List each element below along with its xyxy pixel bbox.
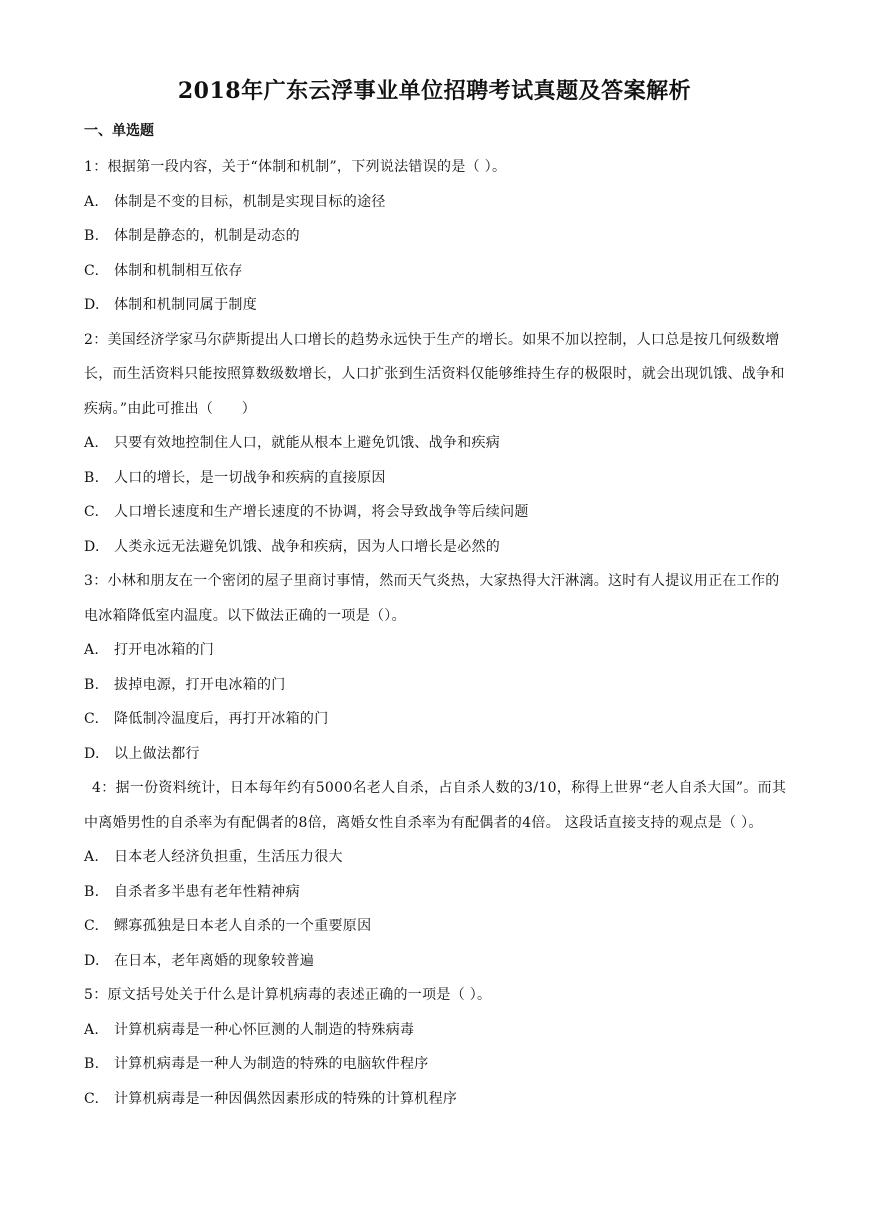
option-letter: A.: [84, 193, 100, 210]
option-c: [84, 495, 787, 530]
option-letter: C.: [84, 918, 100, 934]
question-stem: 3：小林和朋友在一个密闭的屋子里商讨事情，然而天气炎热，大家热得大汗淋漓。这时有人提议用正在工作的电冰箱降低室内温度。以下做法正确的一项是（）。: [84, 573, 780, 624]
question-3: [84, 564, 787, 771]
section-heading: 一、单选题: [84, 123, 154, 139]
option-letter: D.: [84, 297, 100, 313]
question-stem: 5：原文括号处关于什么是计算机病毒的表述正确的一项是（ ）。: [84, 987, 492, 1003]
option-a: [84, 185, 787, 220]
option-text: 只要有效地控制住人口，就能从根本上避免饥饿、战争和疾病: [114, 435, 501, 451]
option-b: [84, 219, 787, 254]
option-letter: A.: [84, 642, 100, 658]
option-a: [84, 840, 787, 875]
question-list: [84, 150, 787, 1116]
option-letter: B.: [84, 883, 100, 900]
option-text: 人口增长速度和生产增长速度的不协调，将会导致战争等后续问题: [114, 504, 529, 520]
option-text: 鳏寡孤独是日本老人自杀的一个重要原因: [114, 918, 372, 934]
option-text: 以上做法都行: [114, 745, 200, 762]
option-text: 自杀者多半患有老年性精神病: [114, 883, 300, 900]
option-d: [84, 737, 787, 772]
option-a: [84, 426, 787, 461]
option-letter: D.: [84, 538, 100, 555]
option-text: 在日本，老年离婚的现象较普遍: [114, 952, 315, 969]
option-text: 拔掉电源，打开电冰箱的门: [114, 676, 286, 693]
option-text: 日本老人经济负担重，生活压力很大: [114, 849, 343, 865]
option-letter: C.: [84, 262, 100, 279]
option-letter: D.: [84, 952, 100, 969]
option-letter: C.: [84, 1090, 100, 1107]
question-4: [84, 771, 787, 978]
question-stem: 4：据一份资料统计，日本每年约有5000名老人自杀，占自杀人数的3/10，称得上世界“老人自杀大国”。而其中离婚男性的自杀率为有配偶者的8倍，离婚女性自杀率为有配偶者的4倍。 这段话直接支持的观点是（ ）。: [84, 780, 787, 831]
option-a: [84, 1013, 787, 1048]
option-text: 体制是不变的目标，机制是实现目标的途径: [114, 193, 386, 210]
option-b: [84, 1047, 787, 1082]
option-letter: B.: [84, 228, 100, 244]
option-d: [84, 530, 787, 565]
option-letter: D.: [84, 745, 100, 762]
option-letter: C.: [84, 711, 100, 727]
option-text: 计算机病毒是一种心怀叵测的人制造的特殊病毒: [114, 1021, 415, 1038]
option-d: [84, 944, 787, 979]
option-letter: B.: [84, 676, 100, 693]
option-d: [84, 288, 787, 323]
option-text: 人口的增长，是一切战争和疾病的直接原因: [114, 469, 386, 486]
option-text: 计算机病毒是一种因偶然因素形成的特殊的计算机程序: [114, 1090, 458, 1107]
option-text: 打开电冰箱的门: [114, 642, 215, 658]
option-b: [84, 461, 787, 496]
option-c: [84, 254, 787, 289]
option-text: 计算机病毒是一种人为制造的特殊的电脑软件程序: [114, 1056, 429, 1072]
option-b: [84, 875, 787, 910]
option-a: [84, 633, 787, 668]
question-1: [84, 150, 787, 323]
option-letter: C.: [84, 504, 100, 520]
option-letter: A.: [84, 1021, 100, 1038]
option-text: 体制和机制相互依存: [114, 262, 243, 279]
question-5: [84, 978, 787, 1116]
option-c: [84, 702, 787, 737]
option-letter: A.: [84, 849, 100, 865]
option-c: [84, 909, 787, 944]
option-letter: A.: [84, 435, 100, 451]
option-text: 降低制冷温度后，再打开冰箱的门: [114, 711, 329, 727]
option-text: 人类永远无法避免饥饿、战争和疾病，因为人口增长是必然的: [114, 538, 501, 555]
question-stem: 2：美国经济学家马尔萨斯提出人口增长的趋势永远快于生产的增长。如果不加以控制，人口总是按几何级数增长，而生活资料只能按照算数级数增长，人口扩张到生活资料仅能够维持生存的极限时，就会出现饥饿、战争和疾病。”由此可推出（ ）: [84, 331, 785, 417]
option-b: [84, 668, 787, 703]
option-text: 体制是静态的，机制是动态的: [114, 228, 300, 244]
question-2: [84, 323, 787, 565]
option-letter: B.: [84, 1056, 100, 1072]
option-text: 体制和机制同属于制度: [114, 297, 257, 313]
question-stem: 1：根据第一段内容，关于“体制和机制”，下列说法错误的是（ ）。: [84, 159, 507, 175]
page-title: 2018年广东云浮事业单位招聘考试真题及答案解析: [177, 78, 692, 104]
option-letter: B.: [84, 469, 100, 486]
option-c: [84, 1082, 787, 1117]
